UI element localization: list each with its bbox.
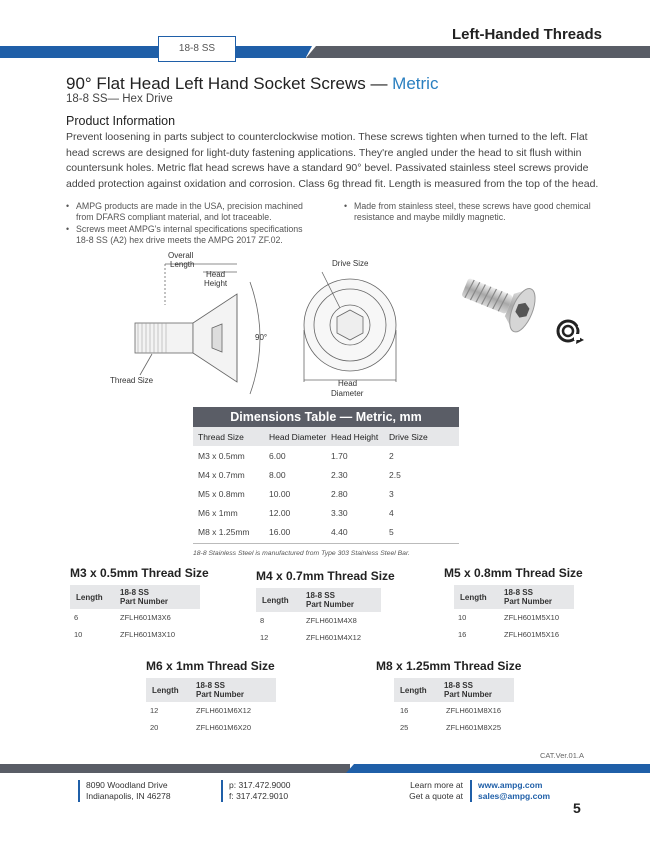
footer-contact	[221, 780, 290, 802]
table-row	[193, 465, 459, 484]
part-number: ZFLH601M3X10	[120, 630, 176, 639]
column-header: Length	[76, 592, 103, 602]
website-link[interactable]: www.ampg.com	[478, 780, 543, 790]
table-cell: 16	[400, 706, 409, 715]
part-table-m6	[146, 659, 276, 736]
screw-photo	[452, 262, 552, 342]
table-row	[193, 484, 459, 503]
column-header: Drive Size	[389, 431, 428, 442]
table-cell: 12.00	[269, 507, 291, 518]
table-row	[146, 719, 276, 736]
table-cell: 4.40	[331, 526, 348, 537]
overall-length-label: Overall Length	[168, 251, 195, 269]
product-info-heading: Product Information	[66, 114, 176, 128]
table-cell: 20	[150, 723, 159, 732]
column-header: Length	[400, 685, 427, 695]
angle-label: 90°	[255, 333, 268, 342]
part-number: ZFLH601M4X8	[306, 616, 357, 625]
column-header: Length	[262, 595, 289, 605]
table-cell: 16.00	[269, 526, 291, 537]
learn-more-label: Learn more at	[410, 780, 463, 790]
column-header: 18-8 SS	[120, 588, 149, 597]
part-number: ZFLH601M5X10	[504, 613, 560, 622]
table-cell: 6.00	[269, 450, 286, 461]
footer-address	[78, 780, 171, 802]
product-info-body: Prevent loosening in parts subject to counterclockwise motion. These screws tighten when turned to the left. Flat head screws are designed for light-duty fastening applications. They're angled under the head to sit flush within countersunk holes. Metric flat head screws have a standard 90° bevel. Passivated stainless steel screws provide added protection against oxidation and corrosion. Class 6g thread fit. Length is measured from the top of the head.	[66, 131, 599, 190]
part-table-title: M8 x 1.25mm Thread Size	[376, 659, 522, 673]
catalog-version: CAT.Ver.01.A	[539, 751, 584, 760]
quote-label: Get a quote at	[409, 791, 463, 801]
table-row	[193, 446, 459, 465]
part-table-header	[70, 585, 200, 609]
table-row	[70, 609, 200, 626]
bullet-item: • Made from stainless steel, these screws have good chemical resistance and maybe mildly magnetic.	[344, 201, 604, 223]
table-cell: M6 x 1mm	[198, 507, 238, 518]
table-cell: 2.5	[389, 469, 401, 480]
screw-dimension-diagram	[100, 250, 410, 400]
table-row	[193, 503, 459, 522]
column-header: 18-8 SS	[196, 681, 225, 690]
table-cell: 6	[74, 613, 79, 622]
product-title	[66, 74, 438, 94]
table-cell: 2.80	[331, 488, 348, 499]
table-cell: 1.70	[331, 450, 348, 461]
material-note: 18-8 Stainless Steel is manufactured from Type 303 Stainless Steel Bar.	[193, 550, 410, 557]
table-cell: 3	[389, 488, 394, 499]
table-cell: 4	[389, 507, 394, 518]
address-line: 8090 Woodland Drive	[86, 780, 168, 790]
part-number: ZFLH601M3X6	[120, 613, 171, 622]
table-cell: M4 x 0.7mm	[198, 469, 245, 480]
footer-links	[470, 780, 550, 802]
head-height-label: Head Height	[204, 270, 228, 288]
column-header: Part Number	[120, 597, 169, 606]
table-row	[146, 702, 276, 719]
table-row	[70, 626, 200, 643]
part-table-title: M4 x 0.7mm Thread Size	[256, 569, 395, 583]
part-number: ZFLH601M8X16	[446, 706, 502, 715]
table-row	[454, 626, 574, 643]
dimensions-table-title: Dimensions Table — Metric, mm	[193, 407, 459, 427]
header-band	[0, 46, 650, 58]
table-cell: 5	[389, 526, 394, 537]
counterclockwise-rotation-icon	[552, 314, 588, 350]
table-cell: M3 x 0.5mm	[198, 450, 245, 461]
footer-link-labels	[407, 780, 463, 802]
column-header: Part Number	[504, 597, 553, 606]
product-title-main: 90° Flat Head Left Hand Socket Screws —	[66, 74, 393, 93]
table-cell: 25	[400, 723, 409, 732]
part-number: ZFLH601M6X20	[196, 723, 252, 732]
table-row	[454, 609, 574, 626]
drive-size-label: Drive Size	[332, 259, 369, 268]
part-table-header	[454, 585, 574, 609]
phone-number: p: 317.472.9000	[229, 780, 291, 790]
part-table-m5	[444, 566, 583, 643]
column-header: Thread Size	[198, 431, 244, 442]
bullet-list-right	[344, 201, 604, 224]
table-cell: M8 x 1.25mm	[198, 526, 250, 537]
table-cell: 10.00	[269, 488, 291, 499]
column-header: 18-8 SS	[504, 588, 533, 597]
part-number: ZFLH601M8X25	[446, 723, 502, 732]
address-line: Indianapolis, IN 46278	[86, 791, 171, 801]
table-row	[193, 522, 459, 541]
table-cell: 16	[458, 630, 467, 639]
column-header: 18-8 SS	[444, 681, 473, 690]
table-row	[396, 702, 521, 719]
part-number: ZFLH601M4X12	[306, 633, 362, 642]
dimensions-table	[193, 407, 459, 544]
table-cell: 12	[150, 706, 159, 715]
table-row	[396, 719, 521, 736]
column-header: Length	[152, 685, 179, 695]
product-title-accent: Metric	[392, 74, 439, 93]
email-link[interactable]: sales@ampg.com	[478, 791, 551, 801]
footer-band	[0, 764, 650, 773]
table-row	[256, 612, 381, 629]
part-table-header	[256, 588, 381, 612]
page-number: 5	[573, 800, 581, 816]
table-cell: 8.00	[269, 469, 286, 480]
part-table-m3	[70, 566, 209, 643]
part-number: ZFLH601M5X16	[504, 630, 560, 639]
fax-number: f: 317.472.9010	[229, 791, 289, 801]
column-header: Part Number	[196, 690, 245, 699]
table-cell: 3.30	[331, 507, 348, 518]
part-table-header	[146, 678, 276, 702]
table-cell: 2.30	[331, 469, 348, 480]
table-cell: M5 x 0.8mm	[198, 488, 245, 499]
column-header: Part Number	[306, 600, 355, 609]
bullet-list-left	[66, 201, 316, 247]
part-table-m4	[256, 569, 395, 646]
material-tag: 18-8 SS	[158, 36, 236, 62]
bullet-item: • Screws meet AMPG's internal specifications specifications 18-8 SS (A2) hex drive meets the AMPG 2017 ZF.02.	[66, 224, 316, 246]
column-header: Head Diameter	[269, 431, 327, 442]
table-cell: 12	[260, 633, 269, 642]
column-header: Part Number	[444, 690, 493, 699]
product-subtitle: 18-8 SS— Hex Drive	[66, 93, 173, 105]
table-cell: 10	[74, 630, 83, 639]
column-header: Length	[460, 592, 487, 602]
table-row	[256, 629, 381, 646]
part-table-title: M3 x 0.5mm Thread Size	[70, 566, 209, 580]
table-cell: 8	[260, 616, 265, 625]
section-title: Left-Handed Threads	[451, 26, 602, 43]
part-table-title: M5 x 0.8mm Thread Size	[444, 566, 583, 580]
column-header: Head Height	[331, 431, 379, 442]
head-diameter-label: Head Diameter	[331, 379, 364, 398]
part-table-m8	[376, 659, 521, 736]
dimensions-table-header	[193, 427, 459, 446]
part-table-header	[394, 678, 514, 702]
part-table-title: M6 x 1mm Thread Size	[146, 659, 275, 673]
column-header: 18-8 SS	[306, 591, 335, 600]
thread-size-label: Thread Size	[110, 376, 154, 385]
bullet-item: • AMPG products are made in the USA, precision machined from DFARS compliant material, and lot traceable.	[66, 201, 316, 223]
part-number: ZFLH601M6X12	[196, 706, 252, 715]
table-cell: 10	[458, 613, 467, 622]
table-cell: 2	[389, 450, 394, 461]
